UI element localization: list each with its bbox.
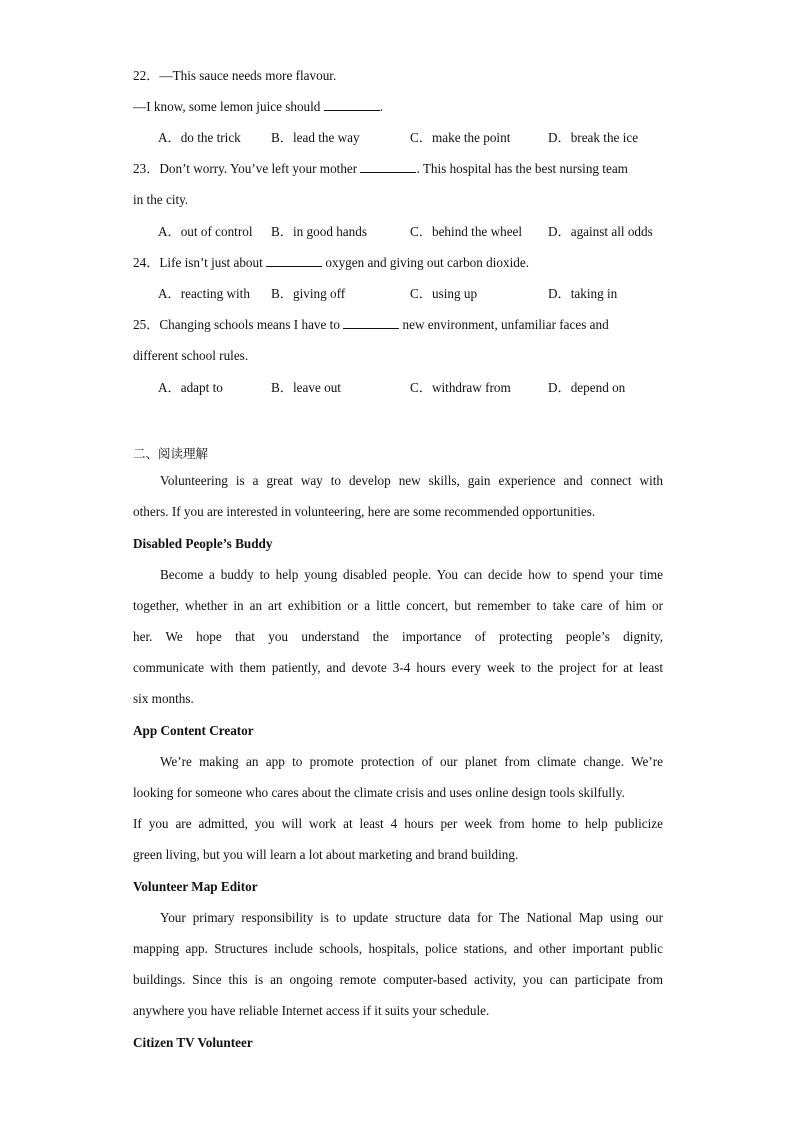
section-title: 二、阅读理解 [133,446,209,461]
option-a[interactable]: A．do the trick [158,130,241,145]
question-22-line2 [133,98,663,116]
question-24: 24．Life isn’t just about oxygen and giving out carbon dioxide. [133,255,530,270]
question-text: Changing schools means I have to [159,317,340,332]
question-text: Life isn’t just about [159,255,263,270]
option-d[interactable]: D．break the ice [548,130,639,145]
question-text: —This sauce needs more flavour. [159,68,337,83]
option-c[interactable]: C．using up [410,286,478,301]
question-number: 25 [133,317,147,332]
entry-line: Your primary responsibility is to update structure data for The National Map using our [160,910,663,925]
question-22: 22．—This sauce needs more flavour. [133,68,337,83]
option-c[interactable]: C．withdraw from [410,380,511,395]
option-a[interactable]: A．adapt to [158,380,223,395]
entry-line: mapping app. Structures include schools, hospitals, police stations, and other important public [133,941,663,956]
entry-heading: Volunteer Map Editor [133,879,258,894]
question-25: 25．Changing schools means I have to new environment, unfamiliar faces and [133,317,609,332]
entry-line: looking for someone who cares about the climate crisis and uses online design tools skilfully. [133,785,625,800]
intro-line: others. If you are interested in volunteering, here are some recommended opportunities. [133,504,596,519]
answer-blank [360,161,416,173]
question-23: 23．Don’t worry. You’ve left your mother . This hospital has the best nursing team [133,161,628,176]
question-text: —I know, some lemon juice should [133,99,321,114]
question-number: 22 [133,68,147,83]
question-number: 23 [133,161,147,176]
entry-line: If you are admitted, you will work at least 4 hours per week from home to help publicize [133,816,663,831]
entry-heading: Citizen TV Volunteer [133,1035,253,1050]
option-b[interactable]: B．lead the way [271,130,360,145]
answer-blank [324,99,380,111]
entry-line: We’re making an app to promote protection of our planet from climate change. We’re [160,754,663,769]
answer-blank [266,255,322,267]
entry-line: together, whether in an art exhibition or a little concert, but remember to take care of him or [133,598,663,613]
question-23-line2: in the city. [133,192,189,207]
entry-line: Become a buddy to help young disabled people. You can decide how to spend your time [160,567,663,582]
entry-line: green living, but you will learn a lot about marketing and brand building. [133,847,519,862]
option-d[interactable]: D．taking in [548,286,618,301]
entry-line: buildings. Since this is an ongoing remote computer-based activity, you can participate from [133,972,663,987]
option-c[interactable]: C．behind the wheel [410,224,523,239]
entry-line: anywhere you have reliable Internet access if it suits your schedule. [133,1003,490,1018]
option-c[interactable]: C．make the point [410,130,511,145]
question-text: . This hospital has the best nursing team [416,161,628,176]
option-a[interactable]: A．reacting with [158,286,250,301]
entry-line: six months. [133,691,194,706]
question-text: oxygen and giving out carbon dioxide. [325,255,530,270]
question-number: 24 [133,255,147,270]
question-text: . [379,99,383,114]
entry-heading: Disabled People’s Buddy [133,536,273,551]
option-b[interactable]: B．in good hands [271,224,367,239]
option-b[interactable]: B．leave out [271,380,341,395]
option-b[interactable]: B．giving off [271,286,346,301]
question-25-line2: different school rules. [133,348,249,363]
entry-line: her. We hope that you understand the importance of protecting people’s dignity, [133,629,663,644]
intro-line: Volunteering is a great way to develop new skills, gain experience and connect with [160,473,663,488]
answer-blank [343,317,399,329]
option-d[interactable]: D．depend on [548,380,626,395]
entry-heading: App Content Creator [133,723,254,738]
entry-line: communicate with them patiently, and devote 3-4 hours every week to the project for at least [133,660,663,675]
question-text: new environment, unfamiliar faces and [402,317,609,332]
option-d[interactable]: D．against all odds [548,224,653,239]
question-text: Don’t worry. You’ve left your mother [159,161,358,176]
option-a[interactable]: A．out of control [158,224,253,239]
